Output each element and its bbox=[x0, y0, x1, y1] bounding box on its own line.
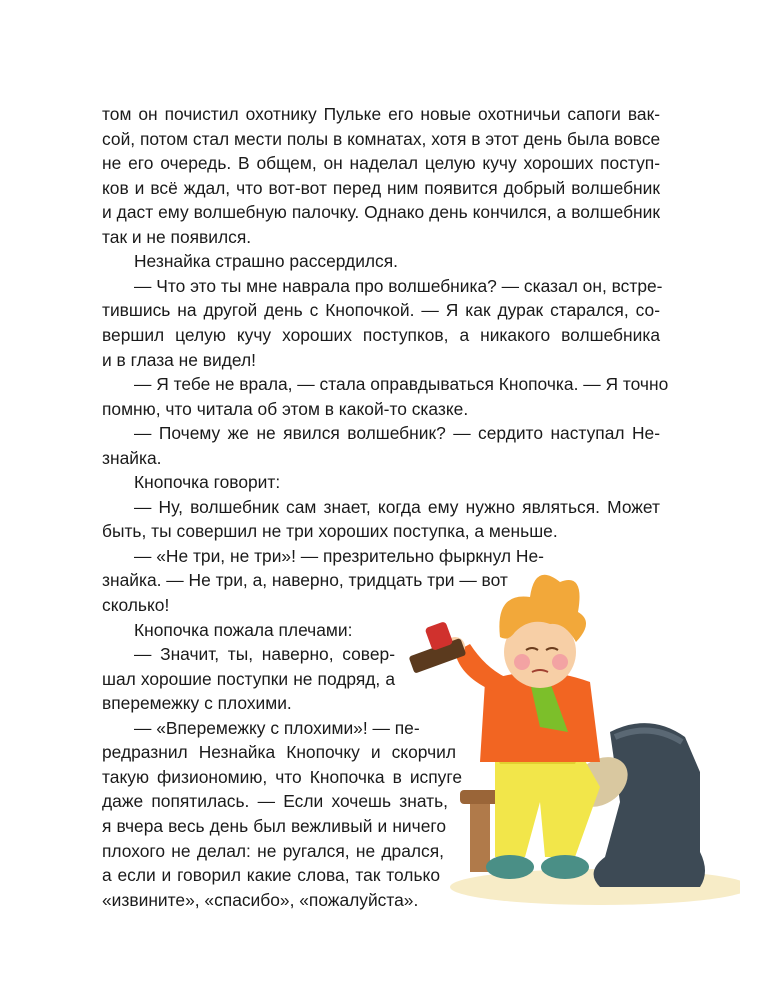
text-line: том он почистил охотнику Пульке его новые охотничьи сапоги вак- bbox=[102, 104, 660, 124]
trousers bbox=[495, 752, 600, 857]
neznaika-polishing-boot-illustration bbox=[400, 552, 740, 912]
text-line: тившись на другой день с Кнопочкой. — Я как дурак старался, со- bbox=[102, 300, 660, 320]
text-line: не его очередь. В общем, он наделал целую кучу хороших поступ- bbox=[102, 153, 660, 173]
text-line: — Значит, ты, наверно, совер- bbox=[134, 644, 395, 664]
text-line: Незнайка страшно рассердился. bbox=[134, 251, 399, 271]
text-line: — Я тебе не врала, — стала оправдываться Кнопочка. — Я точно bbox=[134, 374, 669, 394]
text-line: шал хорошие поступки не подряд, а bbox=[102, 669, 395, 689]
text-line: помню, что читала об этом в какой-то сказке. bbox=[102, 399, 469, 419]
brush-icon bbox=[409, 621, 467, 674]
text-line: редразнил Незнайка Кнопочку и скорчил bbox=[102, 742, 456, 762]
text-line: ков и всё ждал, что вот-вот перед ним появится добрый волшебник bbox=[102, 178, 660, 198]
text-line: я вчера весь день был вежливый и ничего bbox=[102, 816, 446, 836]
text-line: сой, потом стал мести полы в комнатах, хотя в этот день была вовсе bbox=[102, 129, 661, 149]
text-line: — Что это ты мне наврала про волшебника? — сказал он, встре- bbox=[134, 276, 663, 296]
text-line: знайка. bbox=[102, 448, 162, 468]
text-line: такую физиономию, что Кнопочка в испуге bbox=[102, 767, 462, 787]
text-line: вершил целую кучу хороших поступков, а никакого волшебника bbox=[102, 325, 660, 345]
text-line: — «Вперемежку с плохими»! — пе- bbox=[134, 718, 420, 738]
text-line: знайка. — Не три, а, наверно, тридцать три — вот bbox=[102, 570, 508, 590]
text-line: а если и говорил какие слова, так только bbox=[102, 865, 440, 885]
text-line: даже попятилась. — Если хочешь знать, bbox=[102, 791, 448, 811]
text-line: вперемежку с плохими. bbox=[102, 693, 292, 713]
text-line: и в глаза не видел! bbox=[102, 350, 256, 370]
text-line: сколько! bbox=[102, 595, 170, 615]
text-line: «извините», «спасибо», «пожалуйста». bbox=[102, 890, 419, 910]
text-line: — «Не три, не три»! — презрительно фыркнул Не- bbox=[134, 546, 544, 566]
right-shoe bbox=[541, 855, 589, 879]
text-line: Кнопочка говорит: bbox=[134, 472, 281, 492]
text-line: так и не появился. bbox=[102, 227, 252, 247]
text-line: плохого не делал: не ругался, не дрался, bbox=[102, 841, 444, 861]
text-line: Кнопочка пожала плечами: bbox=[134, 620, 353, 640]
text-line: — Почему же не явился волшебник? — сердито наступал Не- bbox=[134, 423, 660, 443]
text-line: быть, ты совершил не три хороших поступка, а меньше. bbox=[102, 521, 558, 541]
left-shoe bbox=[486, 855, 534, 879]
text-line: и даст ему волшебную палочку. Однако день кончился, а волшебник bbox=[102, 202, 660, 222]
text-line: — Ну, волшебник сам знает, когда ему нужно являться. Может bbox=[134, 497, 660, 517]
